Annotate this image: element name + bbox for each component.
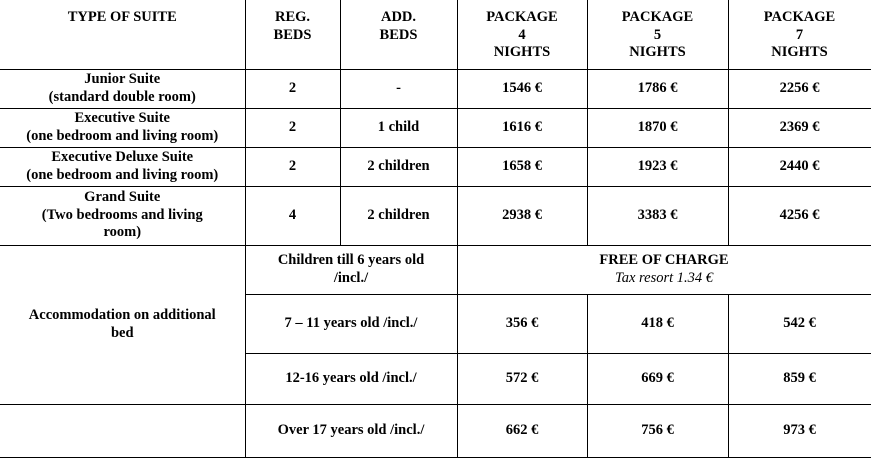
additional-row-over-17	[0, 404, 871, 457]
reg-beds-value: 4	[245, 186, 340, 245]
price-4-nights: 572 €	[457, 353, 587, 404]
price-7-nights: 859 €	[728, 353, 871, 404]
header-add-beds: ADD. BEDS	[340, 0, 457, 69]
add-beds-value: 2 children	[340, 186, 457, 245]
suite-name: Executive Deluxe Suite (one bedroom and living room)	[0, 147, 245, 186]
reg-beds-value: 2	[245, 69, 340, 108]
price-5-nights: 418 €	[587, 294, 728, 353]
additional-row-children-free	[0, 245, 871, 294]
header-package-5-nights: PACKAGE 5 NIGHTS	[587, 0, 728, 69]
header-package-4-nights: PACKAGE 4 NIGHTS	[457, 0, 587, 69]
age-group-label: Over 17 years old /incl./	[245, 404, 457, 457]
reg-beds-value: 2	[245, 108, 340, 147]
price-5-nights: 3383 €	[587, 186, 728, 245]
header-type-of-suite: TYPE OF SUITE	[0, 0, 245, 69]
children-under-6-label: Children till 6 years old /incl./	[245, 245, 457, 294]
price-7-nights: 2369 €	[728, 108, 871, 147]
price-7-nights: 542 €	[728, 294, 871, 353]
header-row	[0, 0, 871, 69]
price-7-nights: 973 €	[728, 404, 871, 457]
additional-bed-label: Accommodation on additional bed	[0, 245, 245, 404]
add-beds-value: 1 child	[340, 108, 457, 147]
price-4-nights: 662 €	[457, 404, 587, 457]
price-5-nights: 1870 €	[587, 108, 728, 147]
suite-name: Grand Suite (Two bedrooms and living room)	[0, 186, 245, 245]
suite-row-junior	[0, 69, 871, 108]
suite-row-executive-deluxe	[0, 147, 871, 186]
header-package-7-nights: PACKAGE 7 NIGHTS	[728, 0, 871, 69]
free-of-charge-label: FREE OF CHARGE	[599, 251, 729, 268]
age-group-label: 7 – 11 years old /incl./	[245, 294, 457, 353]
free-of-charge-cell	[457, 245, 871, 294]
price-7-nights: 2256 €	[728, 69, 871, 108]
price-5-nights: 1786 €	[587, 69, 728, 108]
suite-name: Junior Suite (standard double room)	[0, 69, 245, 108]
suite-name: Executive Suite (one bedroom and living room)	[0, 108, 245, 147]
add-beds-value: -	[340, 69, 457, 108]
price-5-nights: 1923 €	[587, 147, 728, 186]
header-reg-beds: REG. BEDS	[245, 0, 340, 69]
price-4-nights: 1616 €	[457, 108, 587, 147]
suite-row-grand	[0, 186, 871, 245]
price-4-nights: 1658 €	[457, 147, 587, 186]
add-beds-value: 2 children	[340, 147, 457, 186]
price-5-nights: 669 €	[587, 353, 728, 404]
reg-beds-value: 2	[245, 147, 340, 186]
age-group-label: 12-16 years old /incl./	[245, 353, 457, 404]
price-5-nights: 756 €	[587, 404, 728, 457]
suite-row-executive	[0, 108, 871, 147]
price-4-nights: 1546 €	[457, 69, 587, 108]
price-4-nights: 2938 €	[457, 186, 587, 245]
price-7-nights: 2440 €	[728, 147, 871, 186]
tax-resort-note: Tax resort 1.34 €	[614, 269, 714, 286]
price-7-nights: 4256 €	[728, 186, 871, 245]
price-4-nights: 356 €	[457, 294, 587, 353]
empty-label-cell	[0, 404, 245, 457]
